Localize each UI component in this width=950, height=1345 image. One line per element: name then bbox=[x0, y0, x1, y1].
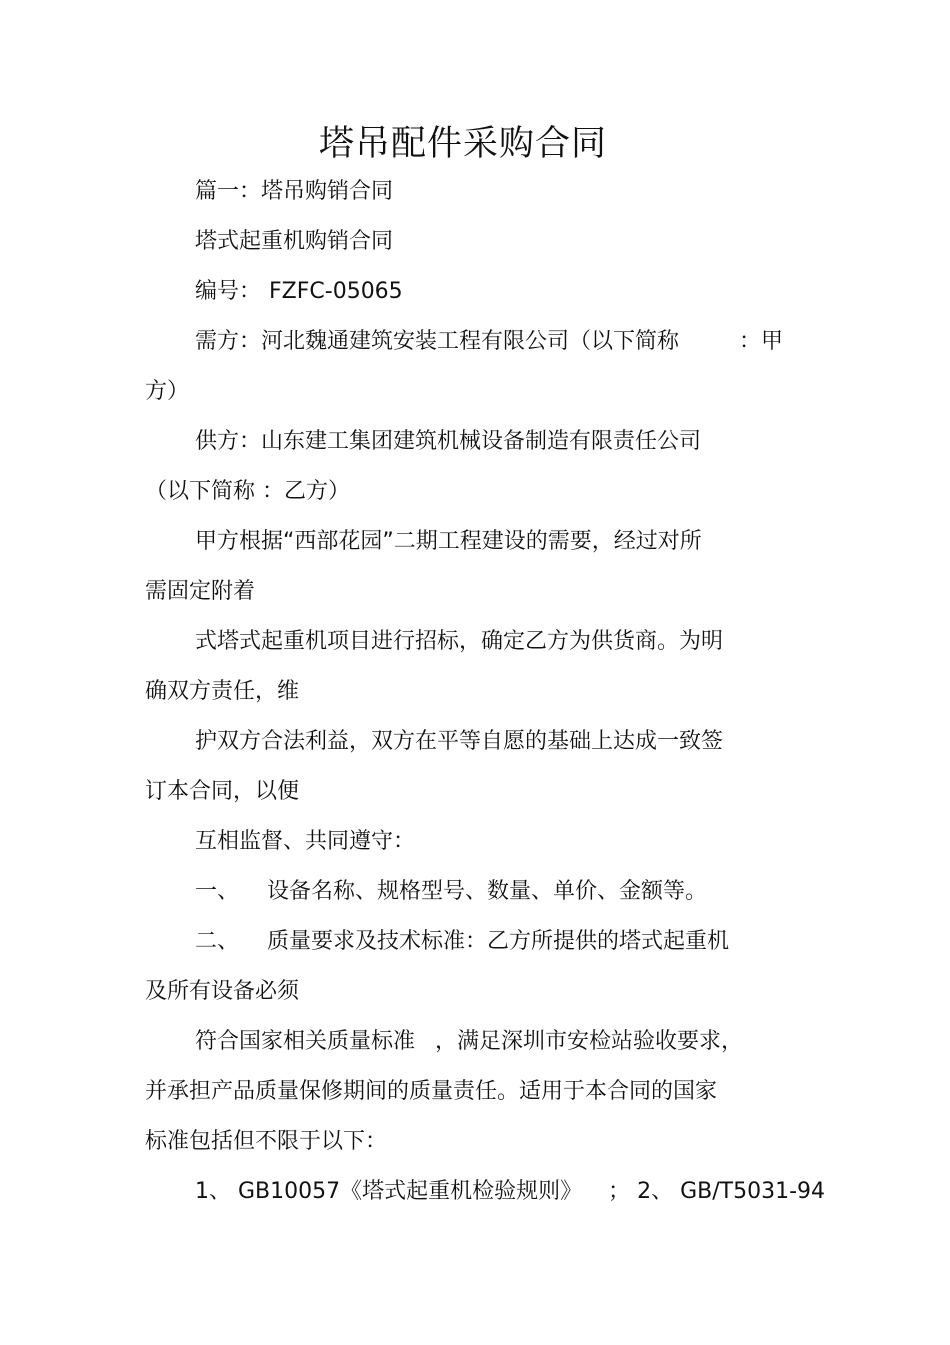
supplier-line-2: （以下简称 ：乙方） bbox=[145, 479, 350, 504]
buyer-abbrev: ：甲 bbox=[739, 329, 784, 354]
paragraph-5-part-a: 符合国家相关质量标准 bbox=[195, 1029, 416, 1054]
clause-2 bbox=[195, 927, 729, 957]
contract-number-label: 编号： bbox=[195, 279, 262, 304]
clause-1-number: 一、 bbox=[195, 879, 240, 904]
contract-subtitle: 塔式起重机购销合同 bbox=[195, 229, 394, 254]
paragraph-5-part-b: ，满足深圳市安检站验收要求， bbox=[435, 1029, 744, 1054]
paragraph-3-line-2: 订本合同，以便 bbox=[145, 779, 300, 804]
clause-2-text: 质量要求及技术标准：乙方所提供的塔式起重机 bbox=[267, 929, 730, 954]
document-title: 塔吊配件采购合同 bbox=[318, 124, 607, 164]
buyer-line-2: 方） bbox=[145, 379, 190, 404]
section-heading: 篇一：塔吊购销合同 bbox=[195, 179, 394, 204]
clause-1 bbox=[195, 877, 707, 907]
supplier-line-1: 供方：山东建工集团建筑机械设备制造有限责任公司 bbox=[195, 429, 702, 454]
paragraph-5-line-3: 标准包括但不限于以下： bbox=[145, 1129, 388, 1154]
buyer-line-1 bbox=[195, 327, 783, 357]
clause-1-text: 设备名称、规格型号、数量、单价、金额等。 bbox=[267, 879, 708, 904]
standard-2: ； 2、 GB/T5031-94 bbox=[608, 1179, 826, 1204]
paragraph-1-line-1: 甲方根据“西部花园”二期工程建设的需要，经过对所 bbox=[195, 529, 702, 554]
paragraph-2-line-1: 式塔式起重机项目进行招标，确定乙方为供货商。为明 bbox=[195, 629, 724, 654]
buyer-text: 需方：河北魏通建筑安装工程有限公司（以下简称 bbox=[195, 329, 680, 354]
paragraph-2-line-2: 确双方责任，维 bbox=[145, 679, 300, 704]
paragraph-5-line-2: 并承担产品质量保修期间的质量责任。适用于本合同的国家 bbox=[145, 1079, 718, 1104]
paragraph-1-line-2: 需固定附着 bbox=[145, 579, 256, 604]
clause-2-line-2: 及所有设备必须 bbox=[145, 979, 300, 1004]
paragraph-5-line-1 bbox=[195, 1027, 743, 1057]
contract-number-value: FZFC-05065 bbox=[269, 279, 403, 304]
paragraph-3-line-1: 护双方合法利益，双方在平等自愿的基础上达成一致签 bbox=[195, 729, 724, 754]
paragraph-4-line-1: 互相监督、共同遵守： bbox=[195, 829, 416, 854]
standard-1: 1、 GB10057《塔式起重机检验规则》 bbox=[195, 1179, 583, 1204]
clause-2-number: 二、 bbox=[195, 929, 240, 954]
standards-line bbox=[195, 1177, 825, 1207]
contract-number bbox=[195, 277, 403, 307]
